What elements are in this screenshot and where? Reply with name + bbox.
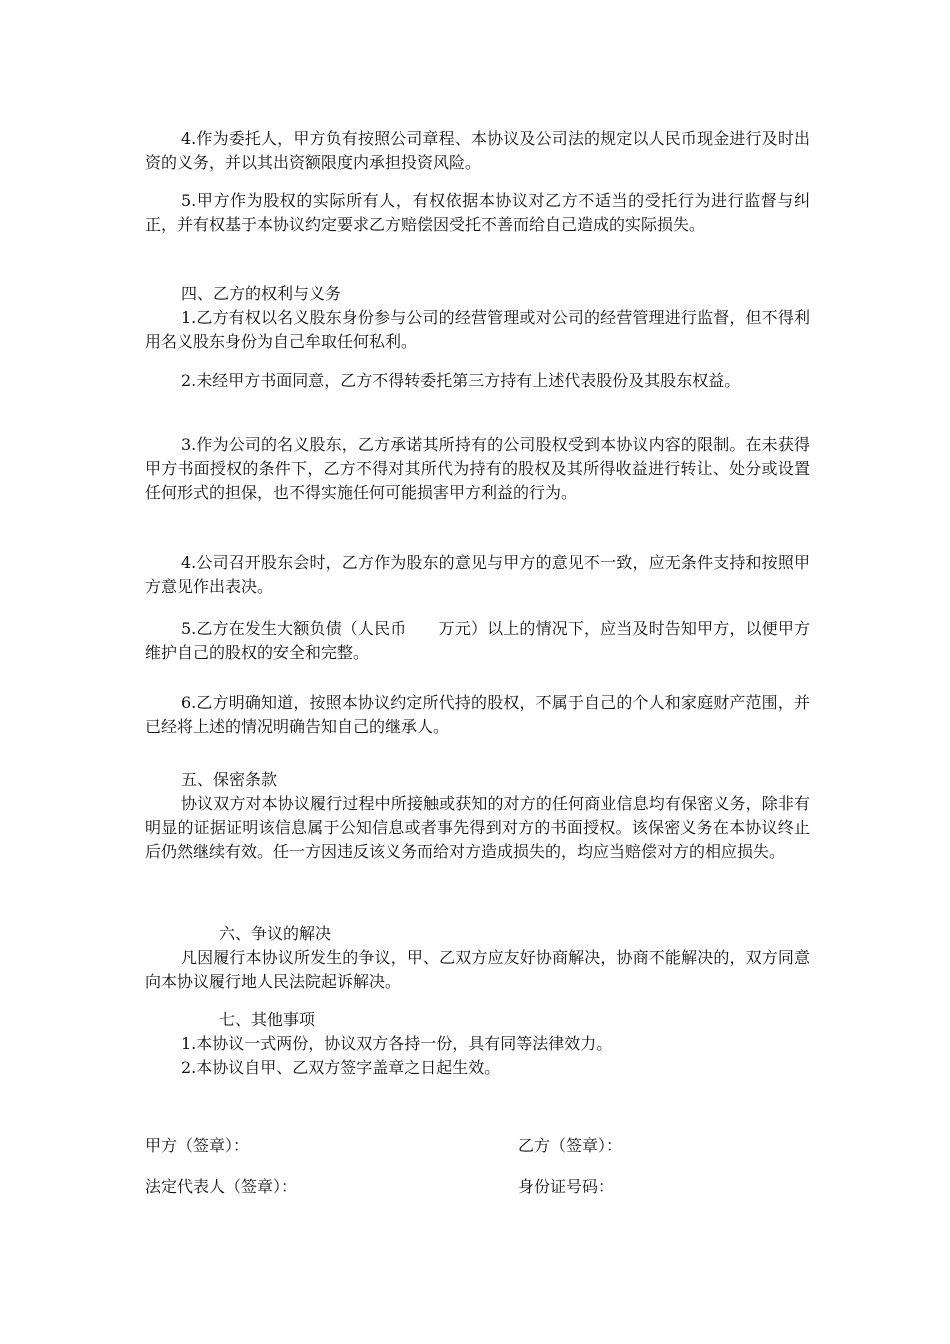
section3-item5: 5.甲方作为股权的实际所有人，有权依据本协议对乙方不适当的受托行为进行监督与纠正，并有权基于本协议约定要求乙方赔偿因受托不善而给自己造成的实际损失。 <box>145 191 810 234</box>
section6-heading: 六、争议的解决 <box>219 924 332 943</box>
section4-item6: 6.乙方明确知道，按照本协议约定所代持的股权，不属于自己的个人和家庭财产范围，并已经将上述的情况明确告知自己的继承人。 <box>145 693 810 736</box>
party-b-signature: 乙方（签章）： <box>518 1136 623 1155</box>
section7-heading: 七、其他事项 <box>219 1010 316 1029</box>
section4-item5: 5.乙方在发生大额负债（人民币 万元）以上的情况下，应当及时告知甲方，以便甲方维护自己的股权的安全和完整。 <box>145 619 810 662</box>
section5-body: 协议双方对本协议履行过程中所接触或获知的对方的任何商业信息均有保密义务，除非有明显的证据证明该信息属于公知信息或者事先得到对方的书面授权。该保密义务在本协议终止后仍然继续有效。任一方因违反该义务而给对方造成损失的，均应当赔偿对方的相应损失。 <box>145 794 810 861</box>
section4-item1: 1.乙方有权以名义股东身份参与公司的经营管理或对公司的经营管理进行监督，但不得利用名义股东身份为自己牟取任何私利。 <box>145 308 810 351</box>
section4-item2: 2.未经甲方书面同意，乙方不得转委托第三方持有上述代表股份及其股东权益。 <box>181 371 741 390</box>
section4-item4: 4.公司召开股东会时，乙方作为股东的意见与甲方的意见不一致，应无条件支持和按照甲方意见作出表决。 <box>145 553 810 596</box>
party-a-signature: 甲方（签章）： <box>145 1136 250 1155</box>
section7-item2: 2.本协议自甲、乙双方签字盖章之日起生效。 <box>181 1058 501 1077</box>
legal-representative-signature: 法定代表人（签章）： <box>145 1177 298 1196</box>
section6-body: 凡因履行本协议所发生的争议，甲、乙双方应友好协商解决，协商不能解决的，双方同意向本协议履行地人民法院起诉解决。 <box>145 948 810 991</box>
section4-item3: 3.作为公司的名义股东，乙方承诺其所持有的公司股权受到本协议内容的限制。在未获得甲方书面授权的条件下，乙方不得对其所代为持有的股权及其所得收益进行转让、处分或设置任何形式的担保，也不得实施任何可能损害甲方利益的行为。 <box>145 435 810 502</box>
section5-heading: 五、保密条款 <box>181 770 278 789</box>
section7-item1: 1.本协议一式两份，协议双方各持一份，具有同等法律效力。 <box>181 1034 613 1053</box>
section4-heading: 四、乙方的权利与义务 <box>181 284 342 303</box>
section3-item4: 4.作为委托人，甲方负有按照公司章程、本协议及公司法的规定以人民币现金进行及时出资的义务，并以其出资额限度内承担投资风险。 <box>145 129 810 172</box>
id-number-field: 身份证号码： <box>518 1177 615 1196</box>
